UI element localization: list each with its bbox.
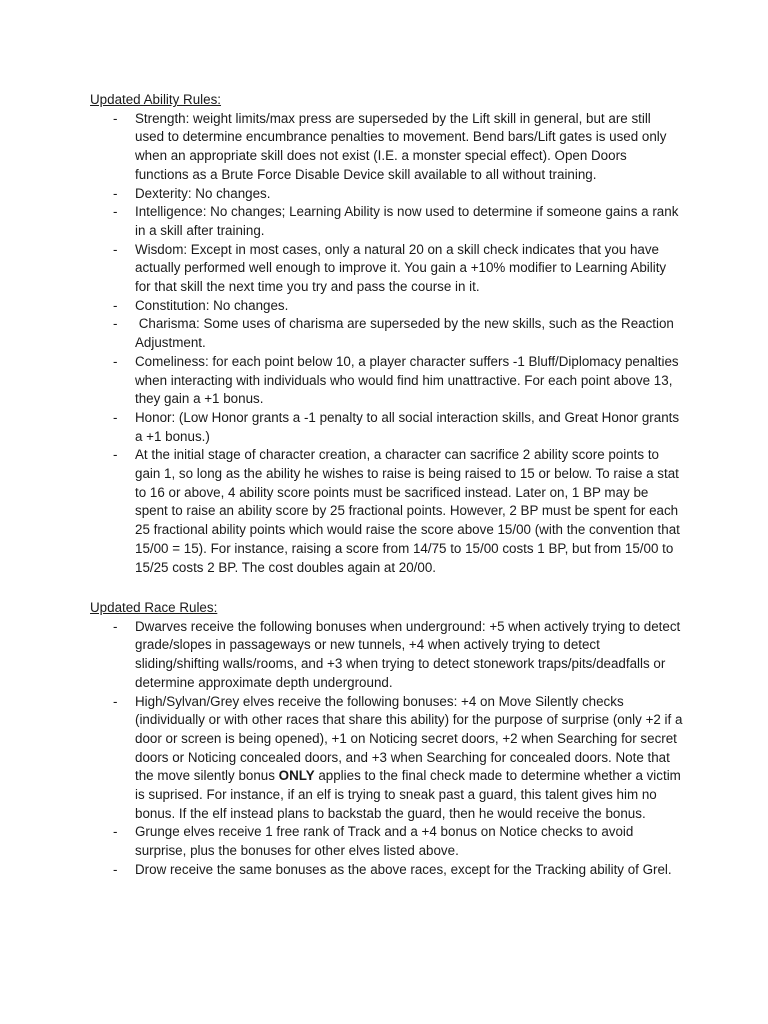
race-item-dwarves bbox=[90, 618, 683, 693]
race-rules-heading: Updated Race Rules: bbox=[90, 600, 218, 615]
bullet-dash: - bbox=[113, 618, 118, 634]
ability-item-text: Honor: (Low Honor grants a -1 penalty to all social interaction skills, and Great Honor grants a +1 bonus.) bbox=[135, 409, 680, 444]
ability-item-text: Charisma: Some uses of charisma are superseded by the new skills, such as the Reaction Adjustment. bbox=[135, 316, 677, 351]
race-item-drow bbox=[90, 861, 683, 880]
race-rules-section bbox=[90, 599, 690, 880]
ability-item-text: Comeliness: for each point below 10, a player character suffers -1 Bluff/Diplomacy penalties when interacting with individuals who would find him unattractive. For each point above 13, they gain a +1 bonus. bbox=[135, 353, 679, 407]
bullet-dash: - bbox=[113, 353, 118, 369]
ability-item-wisdom bbox=[90, 241, 683, 297]
race-item-elves bbox=[90, 693, 687, 824]
ability-item-text: Strength: weight limits/max press are superseded by the Lift skill in general, but are still used to determine encumbrance penalties to movement. Bend bars/Lift gates is used only when an appropriate skill does not exist (I.E. a monster special effect). Open Doors functions as a Brute Force Disable Device skill available to all without training. bbox=[135, 110, 667, 182]
bullet-dash: - bbox=[113, 447, 118, 463]
bullet-dash: - bbox=[113, 861, 118, 877]
ability-item-charisma bbox=[90, 315, 683, 352]
ability-item-text: Intelligence: No changes; Learning Ability is now used to determine if someone gains a rank in a skill after training. bbox=[135, 204, 679, 238]
race-item-emphasis: ONLY bbox=[278, 768, 315, 784]
bullet-dash: - bbox=[113, 409, 118, 425]
ability-rules-list bbox=[90, 110, 690, 578]
bullet-dash: - bbox=[113, 110, 118, 126]
race-item-text: Dwarves receive the following bonuses when underground: +5 when actively trying to detect grade/slopes in passageways or new tunnels, +4 when actively trying to detect sliding/shifting walls/rooms, and +3 when trying to detect stonework traps/pits/deadfalls or determine approximate depth underground. bbox=[135, 618, 681, 690]
ability-item-sacrifice bbox=[90, 446, 683, 577]
ability-item-constitution bbox=[90, 297, 683, 316]
race-item-text: Drow receive the same bonuses as the above races, except for the Tracking ability of Grel. bbox=[135, 861, 672, 877]
race-rules-list bbox=[90, 618, 690, 880]
ability-item-text: At the initial stage of character creation, a character can sacrifice 2 ability score points to gain 1, so long as the ability he wishes to raise is being raised to 15 or below. To raise a stat to 16 or above, 4 ability score points must be sacrificed instead. Later on, 1 BP may be spent to raise an ability score by 25 fractional points. However, 2 BP must be spent for each 25 fractional ability points which would raise the score above 15/00 (with the convention that 15/00 = 15). For instance, raising a score from 14/75 to 15/00 costs 1 BP, but from 15/00 to 15/25 costs 2 BP. The cost doubles again at 20/00. bbox=[135, 447, 680, 575]
bullet-dash: - bbox=[113, 185, 118, 201]
race-item-text-after: applies to the final check made to determine whether a victim is suprised. For instance, if an elf is trying to sneak past a guard, this talent gives him no bonus. If the elf instead plans to backstab the guard, then he would receive the bonus. bbox=[135, 768, 685, 821]
ability-rules-section bbox=[90, 91, 690, 577]
race-item-text: Grunge elves receive 1 free rank of Track and a +4 bonus on Notice checks to avoid surprise, plus the bonuses for other elves listed above. bbox=[135, 824, 634, 859]
bullet-dash: - bbox=[113, 693, 118, 709]
ability-item-intelligence bbox=[90, 203, 683, 240]
ability-item-strength bbox=[90, 110, 683, 185]
bullet-dash: - bbox=[113, 316, 118, 332]
ability-item-dexterity bbox=[90, 185, 683, 204]
ability-rules-heading: Updated Ability Rules: bbox=[90, 92, 222, 107]
bullet-dash: - bbox=[113, 204, 118, 220]
bullet-dash: - bbox=[113, 241, 118, 257]
ability-item-text: Constitution: No changes. bbox=[135, 297, 289, 313]
ability-item-text: Wisdom: Except in most cases, only a natural 20 on a skill check indicates that you have actually performed well enough to improve it. You gain a +10% modifier to Learning Ability for that skill the next time you try and pass the course in it. bbox=[135, 241, 667, 295]
bullet-dash: - bbox=[113, 297, 118, 313]
race-item-grunge-elves bbox=[90, 823, 683, 860]
bullet-dash: - bbox=[113, 824, 118, 840]
ability-item-comeliness bbox=[90, 353, 683, 409]
ability-item-text: Dexterity: No changes. bbox=[135, 185, 271, 201]
ability-item-honor bbox=[90, 409, 683, 446]
race-item-text-before: High/Sylvan/Grey elves receive the following bonuses: +4 on Move Silently checks (individually or with other races that share this ability) for the purpose of surprise (only +2 if a door or screen is being opened), +1 on Noticing secret doors, +2 when Searching for secret doors or Noticing concealed doors, and +3 when Searching for concealed doors. Note that the move silently bonus bbox=[135, 693, 687, 784]
